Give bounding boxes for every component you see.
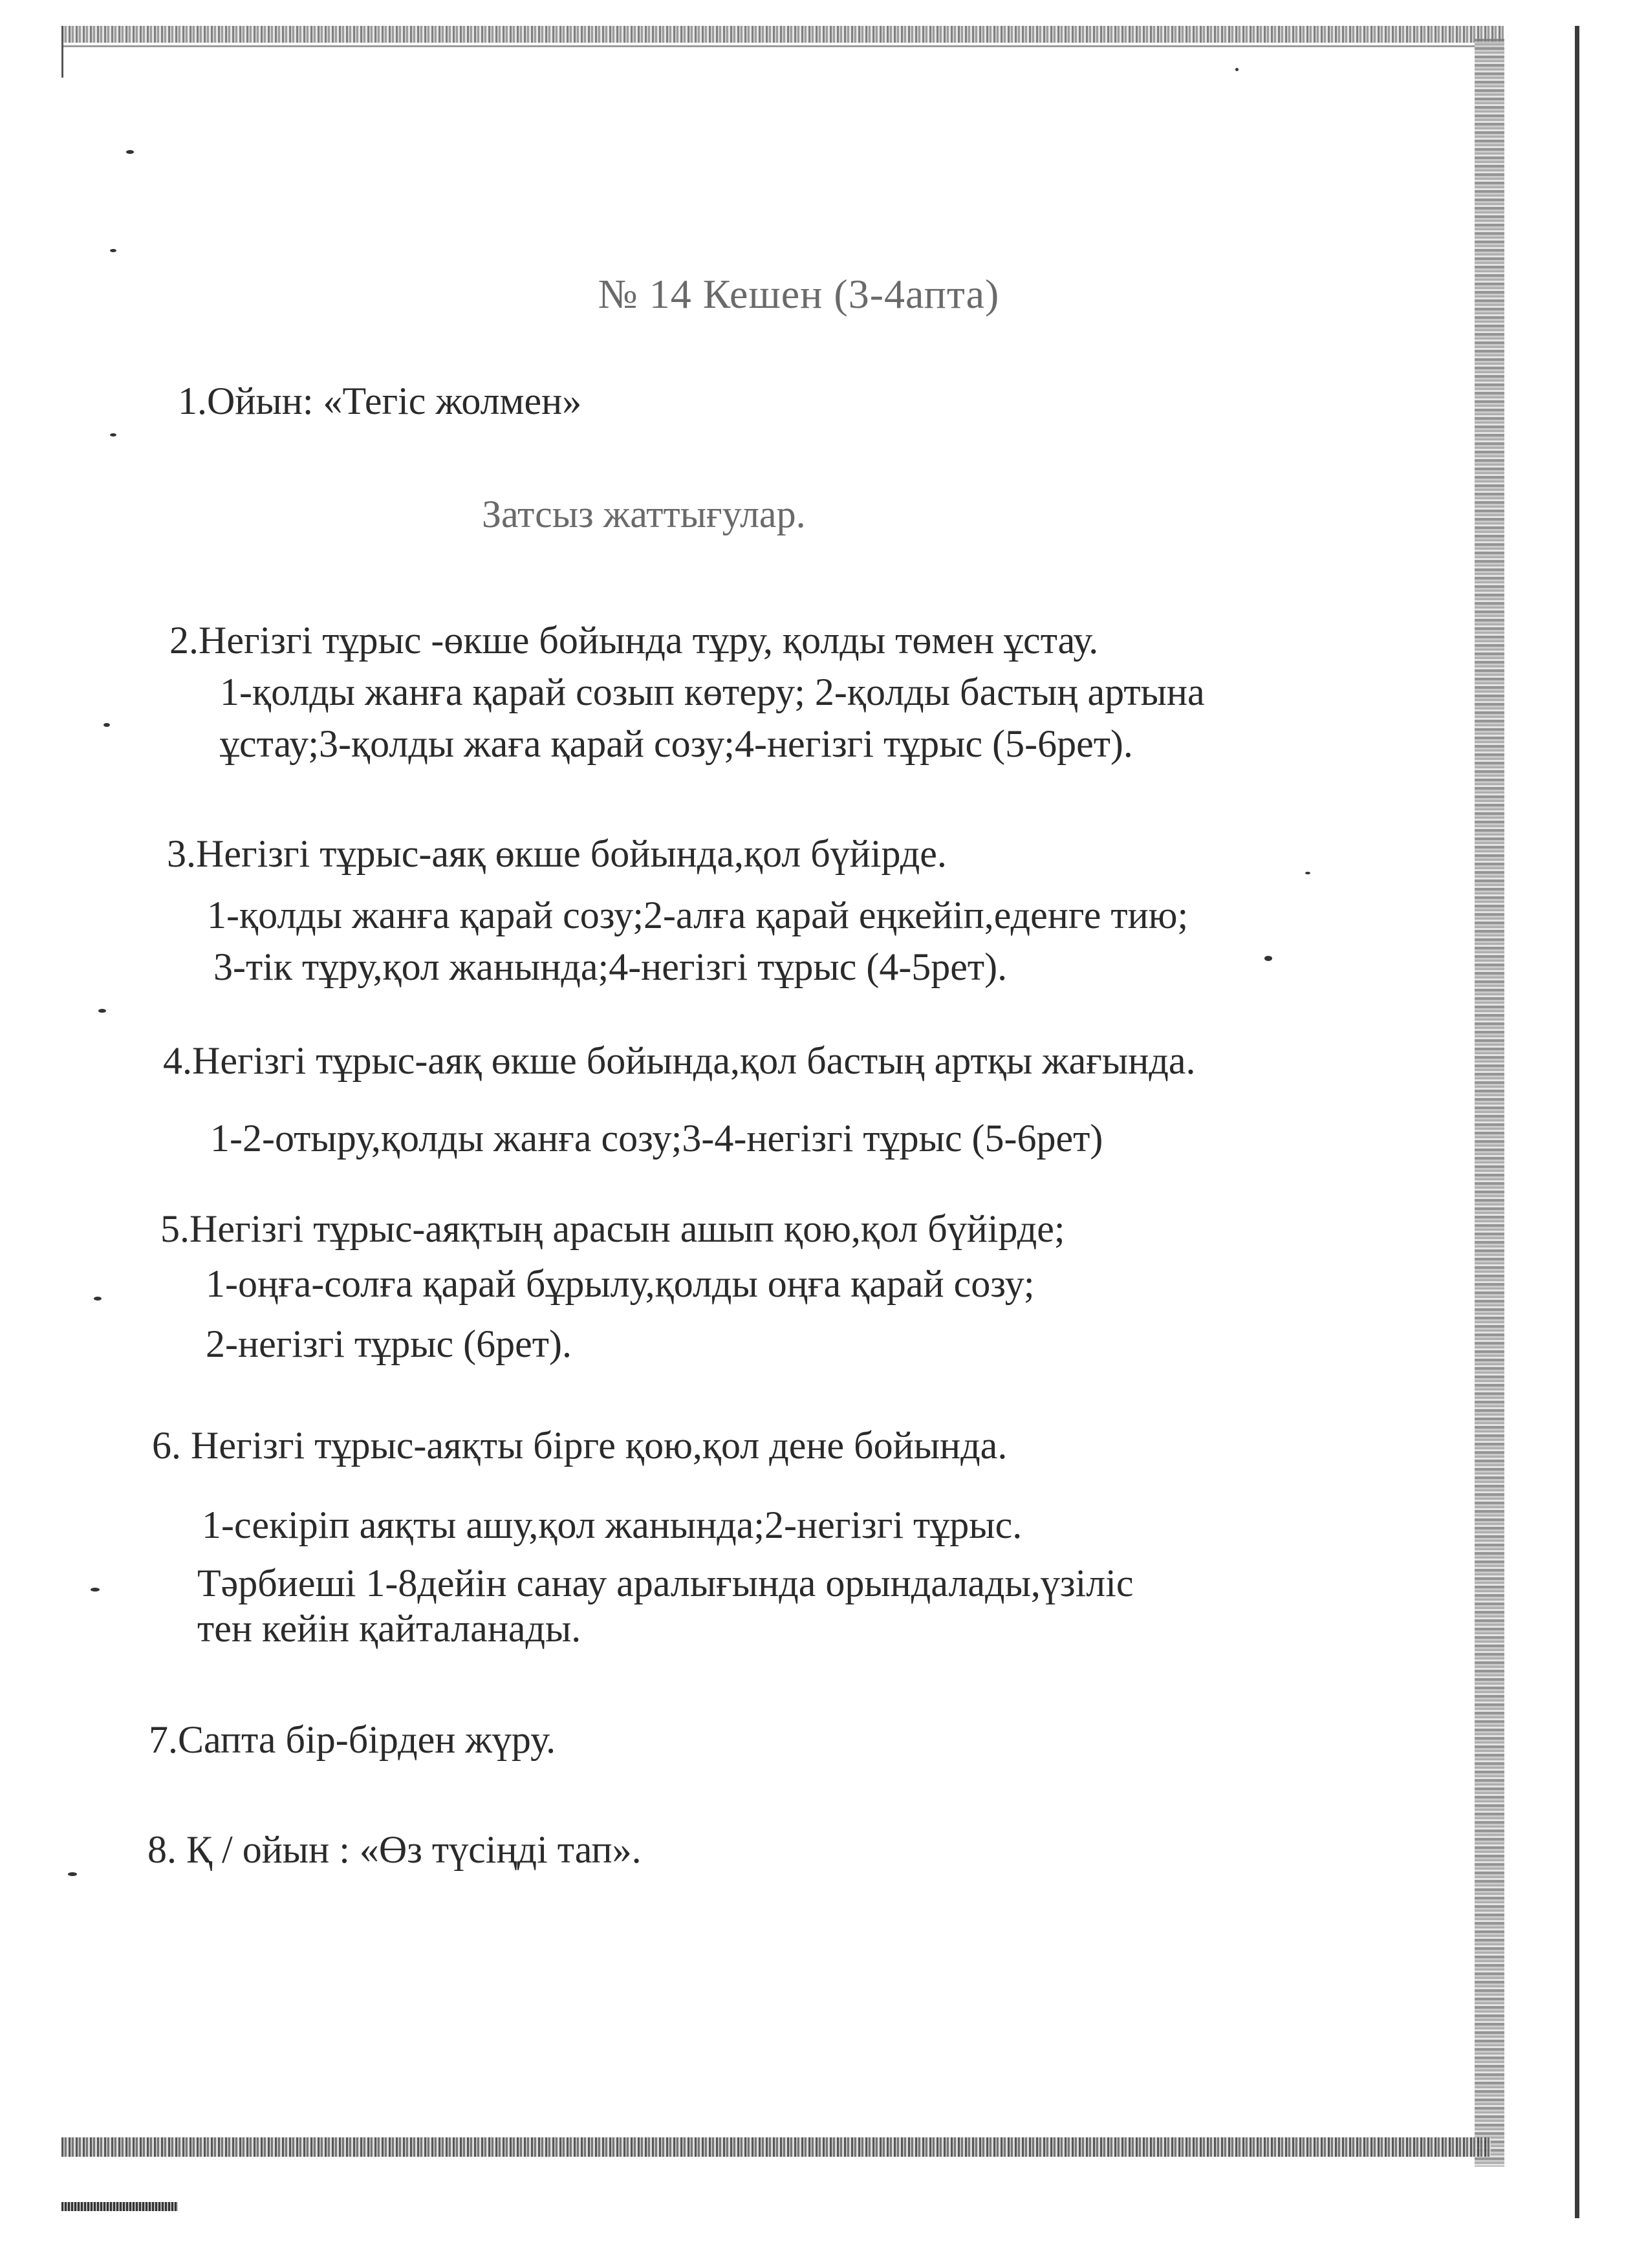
exercise-5-line-2: 1-оңға-солға қарай бұрылу,қолды оңға қарай созу; [206,1262,1035,1305]
exercise-2-line-2: 1-қолды жанға қарай созып көтеру; 2-қолды бастың артына [220,671,1205,713]
exercise-6-line-2: 1-секіріп аяқты ашу,қол жанында;2-негізгі тұрыс. [202,1504,1023,1546]
page-border-corner [61,26,63,78]
scan-speck [103,723,110,727]
scan-speck [110,249,116,252]
exercise-6-line-3: Тәрбиеші 1-8дейін санау аралығында орындалады,үзіліс [197,1562,1134,1604]
page-border-bottom-mark [61,2202,178,2211]
exercise-4-line-2: 1-2-отыру,қолды жанға созу;3-4-негізгі тұрыс (5-6рет) [210,1117,1103,1160]
exercise-2-line-3: ұстау;3-қолды жаға қарай созу;4-негізгі тұрыс (5-6рет). [220,722,1133,765]
exercise-3-line-1: 3.Негізгі тұрыс-аяқ өкше бойында,қол бүйірде. [167,832,947,875]
scan-speck [94,1297,102,1301]
exercise-4-line-1: 4.Негізгі тұрыс-аяқ өкше бойында,қол бастың артқы жағында. [163,1039,1196,1082]
exercise-3-line-2: 1-қолды жанға қарай созу;2-алға қарай еңкейіп,еденге тию; [207,894,1189,936]
item-7: 7.Сапта бір-бірден жүру. [149,1718,556,1761]
page-border-top [61,26,1504,43]
page-border-top-inner [61,45,1504,47]
exercise-6-line-4: тен кейін қайталанады. [197,1607,581,1650]
page-border-right [1475,39,1504,2166]
exercise-5-line-3: 2-негізгі тұрыс (6рет). [206,1323,572,1365]
page-edge-right [1575,26,1579,2218]
exercise-5-line-1: 5.Негізгі тұрыс-аяқтың арасын ашып қою,қол бүйірде; [160,1207,1065,1250]
scan-speck [1264,956,1272,961]
scan-speck [98,1009,106,1013]
exercise-3-line-3: 3-тік тұру,қол жанында;4-негізгі тұрыс (4-5рет). [213,945,1008,988]
scan-speck [68,1872,77,1876]
scan-speck [126,150,134,154]
item-8: 8. Қ / ойын : «Өз түсіңді тап». [147,1828,642,1871]
page-border-bottom [61,2137,1491,2157]
exercise-6-line-1: 6. Негізгі тұрыс-аяқты бірге қою,қол дене бойында. [152,1424,1008,1467]
scan-speck [1305,872,1310,874]
scan-speck [91,1588,100,1592]
scan-speck [110,433,116,437]
scan-speck [1235,68,1239,71]
exercise-2-line-1: 2.Негізгі тұрыс -өкше бойында тұру, қолды төмен ұстау. [169,619,1099,662]
section-subtitle: Затсыз жаттығулар. [482,493,806,535]
document-title: № 14 Кешен (3-4апта) [598,271,1000,317]
game-line: 1.Ойын: «Тегіс жолмен» [178,380,582,422]
